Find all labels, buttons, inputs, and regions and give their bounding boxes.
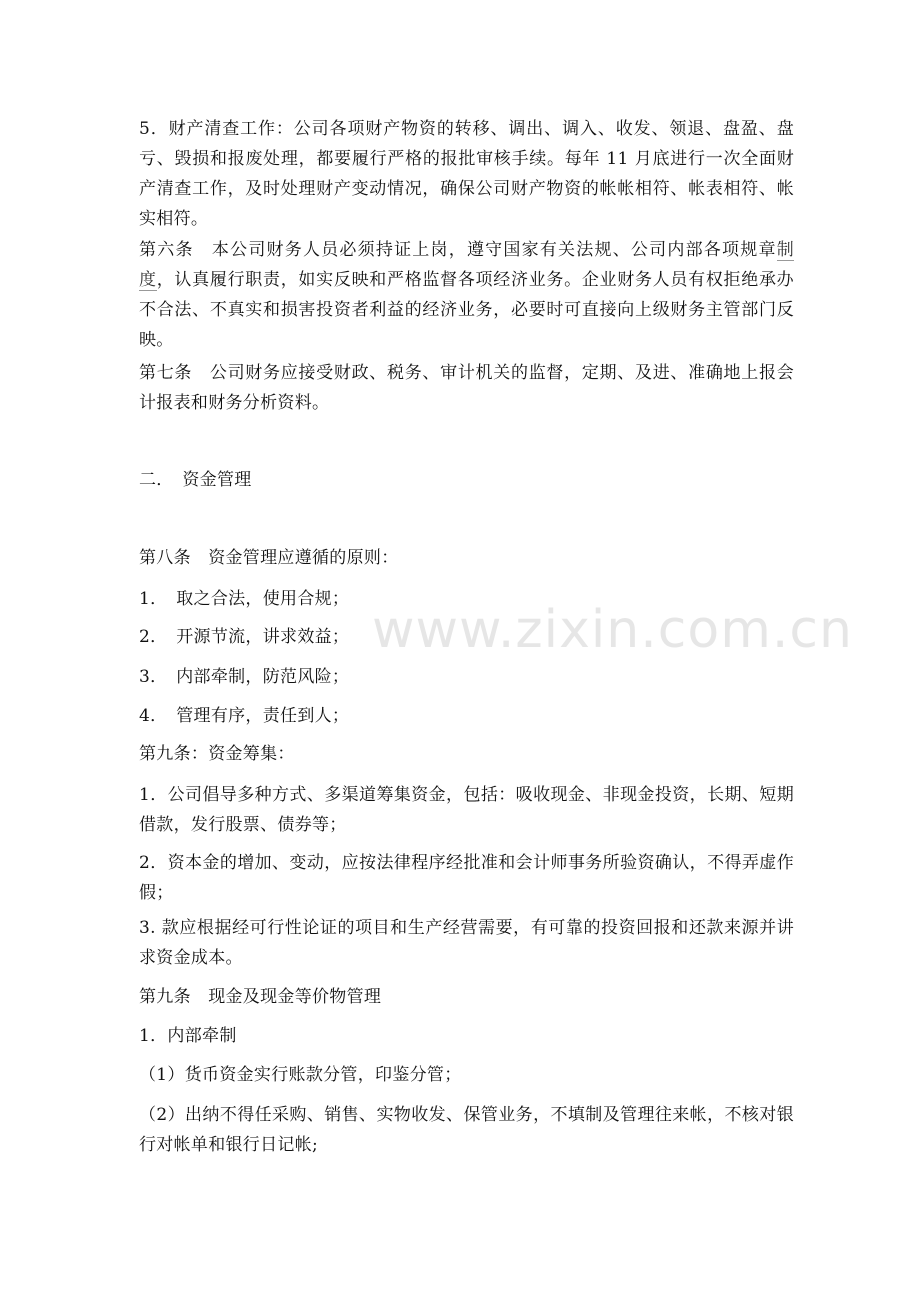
article-6-part-a: 第六条 本公司财务人员必须持证上岗，遵守国家有关法规、公司内部各项规章 [139,240,777,260]
article-9-cash-item-1: 1．内部牵制 [139,1026,237,1046]
link-regulations[interactable]: 制度 [139,240,794,290]
article-6-part-b: ，认真履行职责，如实反映和严格监督各项经济业务。企业财务人员有权拒绝承办不合法、不真实和损害投资者利益的经济业务，必要时可直接向上级财务主管部门反映。 [139,270,794,350]
article-9-item-3: 3. 款应根据经可行性论证的项目和生产经营需要，有可靠的投资回报和还款来源并讲求资金成本。 [139,918,794,968]
section-heading-fund-management: 二． 资金管理 [139,470,252,490]
paragraph-property-inventory: 5．财产清查工作：公司各项财产物资的转移、调出、调入、收发、领退、盘盈、盘亏、毁损和报废处理，都要履行严格的报批审核手续。每年 11 月底进行一次全面财产清查工作，及时处理财产变动情况，确保公司财产物资的帐帐相符、帐表相符、帐实相符。 [139,119,794,229]
article-8-item-1: 1． 取之合法，使用合规； [139,589,350,609]
article-9-item-1: 1．公司倡导多种方式、多渠道筹集资金，包括：吸收现金、非现金投资，长期、短期借款，发行股票、债券等； [139,785,794,835]
article-7: 第七条 公司财务应接受财政、税务、审计机关的监督，定期、及进、准确地上报会计报表和财务分析资料。 [139,363,794,413]
article-9-cash-item-1-2: （2）出纳不得任采购、销售、实物收发、保管业务，不填制及管理往来帐，不核对银行对帐单和银行日记帐; [139,1105,794,1155]
article-8-item-3: 3． 内部牵制，防范风险； [139,667,350,687]
article-6 [139,235,794,355]
article-8-item-2: 2． 开源节流，讲求效益； [139,627,350,647]
article-8: 第八条 资金管理应遵循的原则： [139,548,399,568]
article-9-item-2: 2．资本金的增加、变动，应按法律程序经批准和会计师事务所验资确认，不得弄虚作假； [139,853,794,903]
article-8-item-4: 4． 管理有序，责任到人； [139,706,350,726]
article-9-cash-item-1-1: （1）货币资金实行账款分管，印鉴分管； [139,1065,462,1085]
article-9: 第九条：资金筹集： [139,744,295,764]
article-9-cash: 第九条 现金及现金等价物管理 [139,987,382,1007]
watermark-text: www.zixin.com.cn [372,600,853,660]
